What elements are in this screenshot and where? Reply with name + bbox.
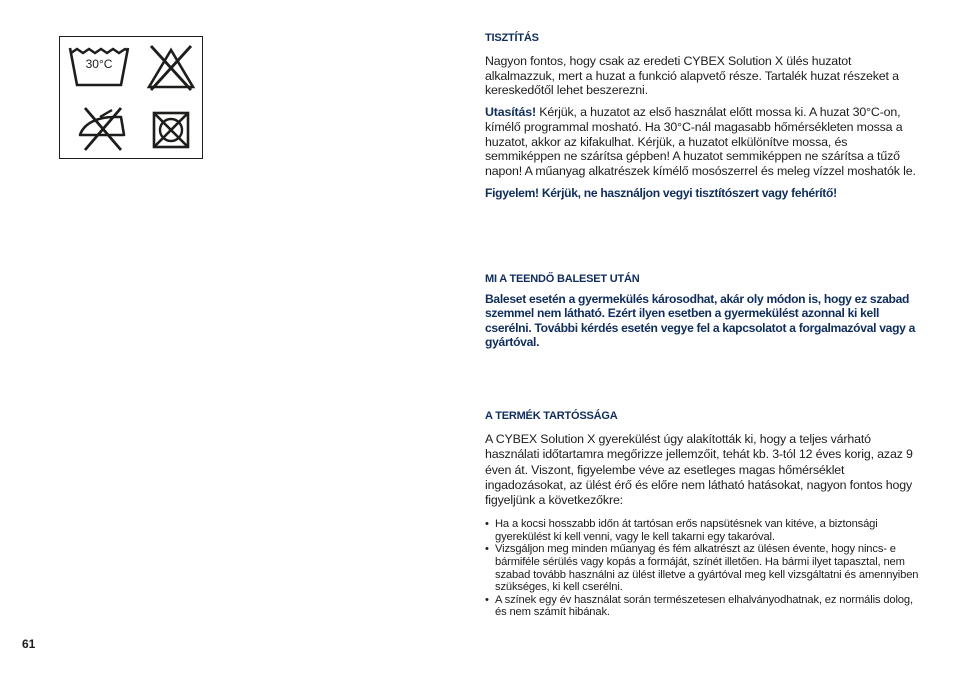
no-bleach-icon: [149, 46, 193, 90]
accident-heading: MI A TEENDŐ BALESET UTÁN: [485, 272, 640, 285]
list-item: • Vizsgáljon meg minden műanyag és fém alkatrészt az ülésen évente, hogy nincs- e bármiféle sérülés vagy kopás a formáját, színét illetően. Ha bármi ilyet tapasztal, nem szabad tovább használni az ülést illetve a gyártóval meg kell vizsgáltatni és amennyiben szükséges, ki kell cserélni.: [485, 543, 923, 593]
list-item: • A színek egy év használat során természetesen elhalványodhatnak, ez normális dolog, és nem számít hibának.: [485, 594, 923, 619]
cleaning-warning: Figyelem! Kérjük, ne használjon vegyi tisztítószert vagy fehérítő!: [485, 185, 837, 200]
wash-30-icon: [70, 48, 128, 85]
cleaning-instruction: [485, 105, 923, 179]
durability-intro: A CYBEX Solution X gyerekülést úgy alakították ki, hogy a teljes várható használati időtartamra megőrizze jellemzőit, tehát kb. 3-tól 12 éves korig, azaz 9 éven át. Viszont, figyelembe véve az esetleges magas hőmérséklet ingadozásokat, az ülést érő és előre nem látható hatásokat, nagyon fontos hogy figyeljünk a következőkre:: [485, 432, 913, 507]
no-iron-icon: [80, 108, 124, 150]
wash-temperature-label: 30°C: [85, 57, 113, 71]
list-item: • Ha a kocsi hosszabb időn át tartósan erős napsütésnek van kitéve, a biztonsági gyerekülést ki kell venni, vagy le kell takarni egy takaróval.: [485, 518, 923, 543]
durability-bullets: [485, 518, 923, 619]
text-column: [485, 32, 923, 619]
accident-text: Baleset esetén a gyermekülés károsodhat, akár oly módon is, hogy ez szabad szemmel nem látható. Ezért ilyen esetben a gyermekülést azonnal ki kell cserélni. További kérdés esetén vegye fel a kapcsolatot a forgalmazóval vagy a gyártóval.: [485, 291, 916, 349]
page-number: 61: [22, 637, 36, 651]
care-symbols: [60, 37, 202, 158]
durability-heading: A TERMÉK TARTÓSSÁGA: [485, 410, 618, 423]
cleaning-heading: TISZTÍTÁS: [485, 32, 539, 44]
instruction-text: Kérjük, a huzatot az első használat előtt mossa ki. A huzat 30°C-on, kímélő programmal mosható. Ha 30°C-nál magasabb hőmérsékleten mossa a huzatot, akkor az kifakulhat. Kérjük, a huzatot elkülönítve mossa, és semmiképpen ne szárítsa gépben! A huzatot semmiképpen ne szárítsa a tűző napon! A műanyag alkatrészek kímélő mosószerrel és meleg vízzel moshatók le.: [485, 105, 916, 178]
care-symbols-box: [59, 36, 203, 159]
no-tumble-dry-icon: [154, 113, 188, 147]
instruction-lead: Utasítás!: [485, 105, 536, 120]
cleaning-intro: Nagyon fontos, hogy csak az eredeti CYBEX Solution X ülés huzatot alkalmazzuk, mert a huzat a funkció alapvető része. Tartalék huzat részeket a kereskedőtől lehet beszerezni.: [485, 54, 899, 98]
